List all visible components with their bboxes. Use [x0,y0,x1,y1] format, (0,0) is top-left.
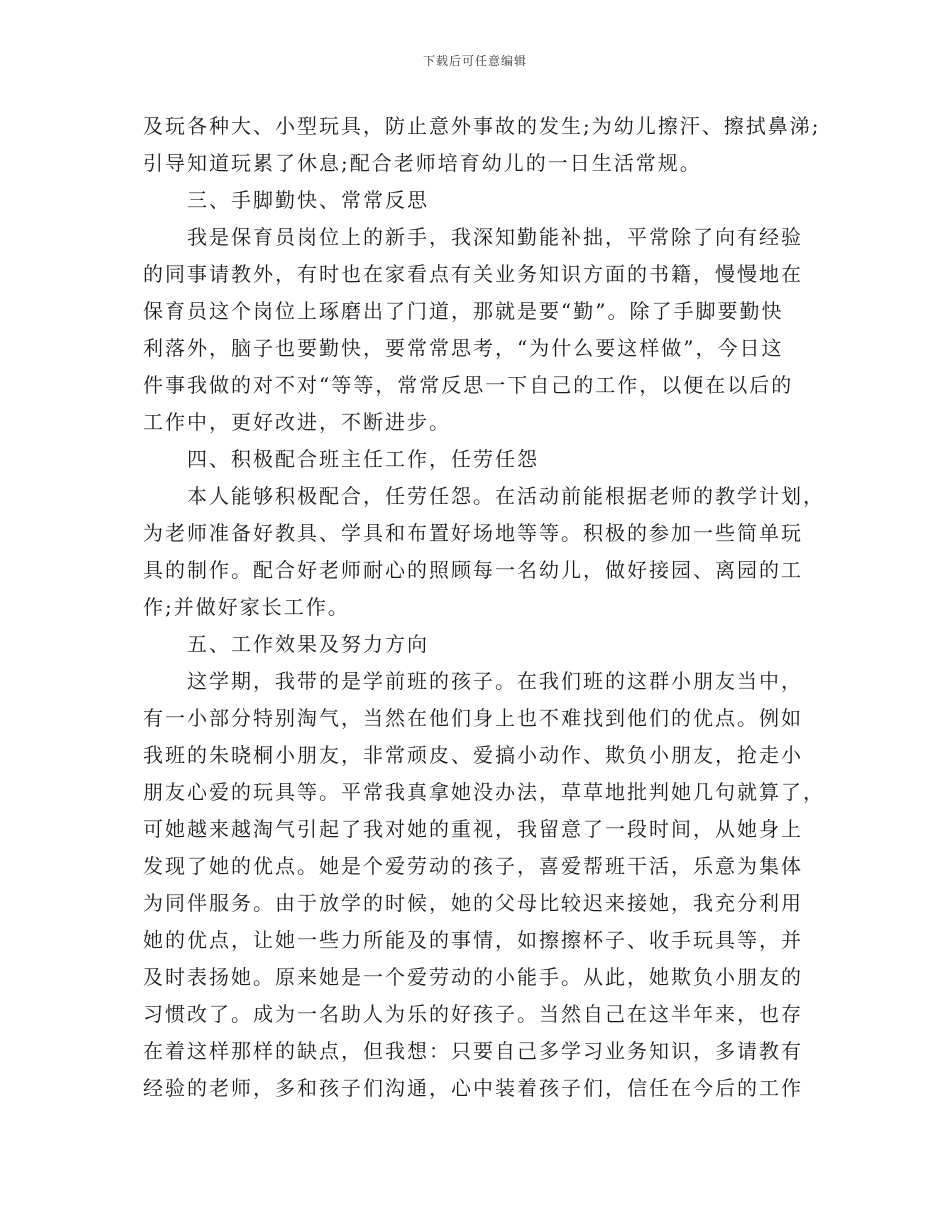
text-line: 件事我做的对不对“等等，常常反思一下自己的工作，以便在以后的 [143,373,794,397]
text-line: 有一小部分特别淘气，当然在他们身上也不难找到他们的优点。例如 [143,706,803,730]
text-line: 的同事请教外，有时也在家看点有关业务知识方面的书籍，慢慢地在 [143,262,803,286]
paragraph-start: 本人能够积极配合，任劳任怨。在活动前能根据老师的教学计划， [187,484,825,508]
text-line: 工作中，更好改进，不断进步。 [143,410,451,434]
text-line: 习惯改了。成为一名助人为乐的好孩子。当然自己在这半年来，也存 [143,1002,803,1026]
text-line: 作;并做好家长工作。 [143,595,350,619]
text-line: 为老师准备好教具、学具和布置好场地等等。积极的参加一些简单玩 [143,521,803,545]
text-line: 为同伴服务。由于放学的时候，她的父母比较迟来接她，我充分利用 [143,891,803,915]
text-line: 在着这样那样的缺点，但我想：只要自己多学习业务知识，多请教有 [143,1039,803,1063]
text-line: 我班的朱晓桐小朋友，非常顽皮、爱搞小动作、欺负小朋友，抢走小 [143,743,803,767]
text-line: 引导知道玩累了休息;配合老师培育幼儿的一日生活常规。 [143,151,702,175]
text-line: 具的制作。配合好老师耐心的照顾每一名幼儿，做好接园、离园的工 [143,558,803,582]
text-line: 利落外，脑子也要勤快，要常常思考，“为什么要这样做”，今日这 [143,336,784,360]
text-line: 及玩各种大、小型玩具，防止意外事故的发生;为幼儿擦汗、擦拭鼻涕; [143,114,821,138]
body-text [143,108,825,1107]
section-heading: 三、手脚勤快、常常反思 [187,188,429,212]
text-line: 经验的老师，多和孩子们沟通，心中装着孩子们，信任在今后的工作 [143,1076,803,1100]
text-line: 可她越来越淘气引起了我对她的重视，我留意了一段时间，从她身上 [143,817,803,841]
text-line: 保育员这个岗位上琢磨出了门道，那就是要“勤”。除了手脚要勤快 [143,299,784,323]
paragraph-start: 这学期，我带的是学前班的孩子。在我们班的这群小朋友当中， [187,669,803,693]
section-heading: 四、积极配合班主任工作，任劳任怨 [187,447,539,471]
text-line: 及时表扬她。原来她是一个爱劳动的小能手。从此，她欺负小朋友的 [143,965,803,989]
page-header: 下载后可任意编辑 [422,54,527,68]
text-line: 发现了她的优点。她是个爱劳动的孩子，喜爱帮班干活，乐意为集体 [143,854,803,878]
section-heading: 五、工作效果及努力方向 [187,632,429,656]
text-line: 朋友心爱的玩具等。平常我真拿她没办法，草草地批判她几句就算了， [143,780,825,804]
paragraph-start: 我是保育员岗位上的新手，我深知勤能补拙，平常除了向有经验 [187,225,803,249]
text-line: 她的优点，让她一些力所能及的事情，如擦擦杯子、收手玩具等，并 [143,928,803,952]
